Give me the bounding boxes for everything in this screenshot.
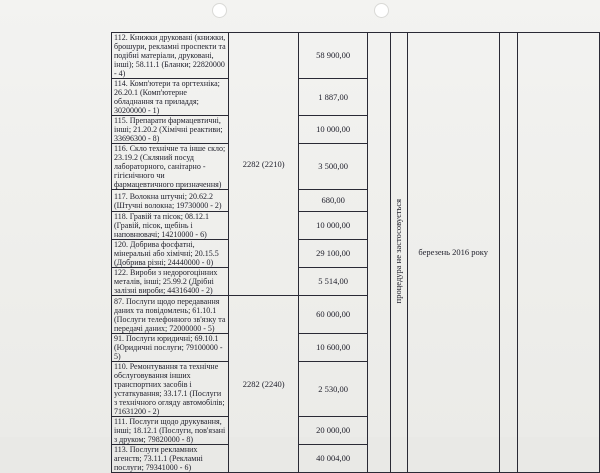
item-description: 115. Препарати фармацевтичні, інші; 21.20.2 (Хімічні реактиви; 33696300 - 8) xyxy=(112,116,229,144)
procedure-text: процедура не застосовується xyxy=(393,199,404,304)
item-description: 117. Волокна штучні; 20.62.2 (Штучні волокна; 19730000 - 2) xyxy=(112,190,229,212)
item-description: 120. Добрива фосфатні, мінеральні або хімічні; 20.15.5 (Добрива різні; 24440000 - 0) xyxy=(112,240,229,268)
item-amount: 58 900,00 xyxy=(299,33,367,79)
item-amount: 40 004,00 xyxy=(299,445,367,473)
item-amount: 1 887,00 xyxy=(299,79,367,116)
item-description: 116. Скло технічне та інше скло; 23.19.2 (Скляний посуд лабораторного, санітарно - гігієнічного чи фармацевтичного призначення) xyxy=(112,144,229,190)
item-amount: 10 600,00 xyxy=(299,334,367,362)
item-description: 122. Вироби з недорогоцінних металів, інші; 25.99.2 (Дрібні залізні вироби; 44316400 - 2) xyxy=(112,268,229,296)
item-description: 114. Комп'ютери та оргтехніка; 26.20.1 (Комп'ютерне обладнання та приладдя; 30200000 - 1) xyxy=(112,79,229,116)
procurement-plan-table xyxy=(111,32,600,473)
item-amount: 10 000,00 xyxy=(299,212,367,240)
empty-column xyxy=(367,33,390,473)
item-description: 112. Книжки друковані (книжки, брошури, рекламні проспекти та подібні матеріали, друковані, інші); 58.11.1 (Бланки; 22820000 - 4) xyxy=(112,33,229,79)
empty-column xyxy=(499,33,517,473)
table-row xyxy=(112,33,600,79)
item-amount: 29 100,00 xyxy=(299,240,367,268)
kekv-code-services: 2282 (2240) xyxy=(229,296,299,473)
item-description: 110. Ремонтування та технічне обслуговування інших транспортних засобів і устаткування; 33.17.1 (Послуги з технічного огляду автомобілів; 71631200 - 2) xyxy=(112,362,229,417)
item-amount: 680,00 xyxy=(299,190,367,212)
start-date: березень 2016 року xyxy=(418,247,489,257)
item-amount: 3 500,00 xyxy=(299,144,367,190)
item-amount: 20 000,00 xyxy=(299,417,367,445)
notes-column xyxy=(518,33,600,473)
kekv-code-goods: 2282 (2210) xyxy=(229,33,299,296)
item-description: 91. Послуги юридичні; 69.10.1 (Юридичні послуги; 79100000 - 5) xyxy=(112,334,229,362)
item-description: 113. Послуги рекламних агенств; 73.11.1 (Рекламні послуги; 79341000 - 6) xyxy=(112,445,229,473)
punch-hole-left xyxy=(212,3,227,18)
item-amount: 2 530,00 xyxy=(299,362,367,417)
item-amount: 10 000,00 xyxy=(299,116,367,144)
item-amount: 60 000,00 xyxy=(299,296,367,334)
punch-hole-right xyxy=(374,3,389,18)
item-description: 118. Гравій та пісок; 08.12.1 (Гравій, пісок, щебінь і наповнювачі; 14210000 - 6) xyxy=(112,212,229,240)
item-description: 111. Послуги щодо друкування, інші; 18.12.1 (Послуги, пов'язані з друком; 79820000 - 8) xyxy=(112,417,229,445)
start-date-cell xyxy=(407,33,499,473)
item-description: 87. Послуги щодо передавання даних та повідомлень; 61.10.1 (Послуги телефонного зв'язку та передачі даних; 72000000 - 5) xyxy=(112,296,229,334)
item-amount: 5 514,00 xyxy=(299,268,367,296)
procedure-cell xyxy=(391,33,408,473)
